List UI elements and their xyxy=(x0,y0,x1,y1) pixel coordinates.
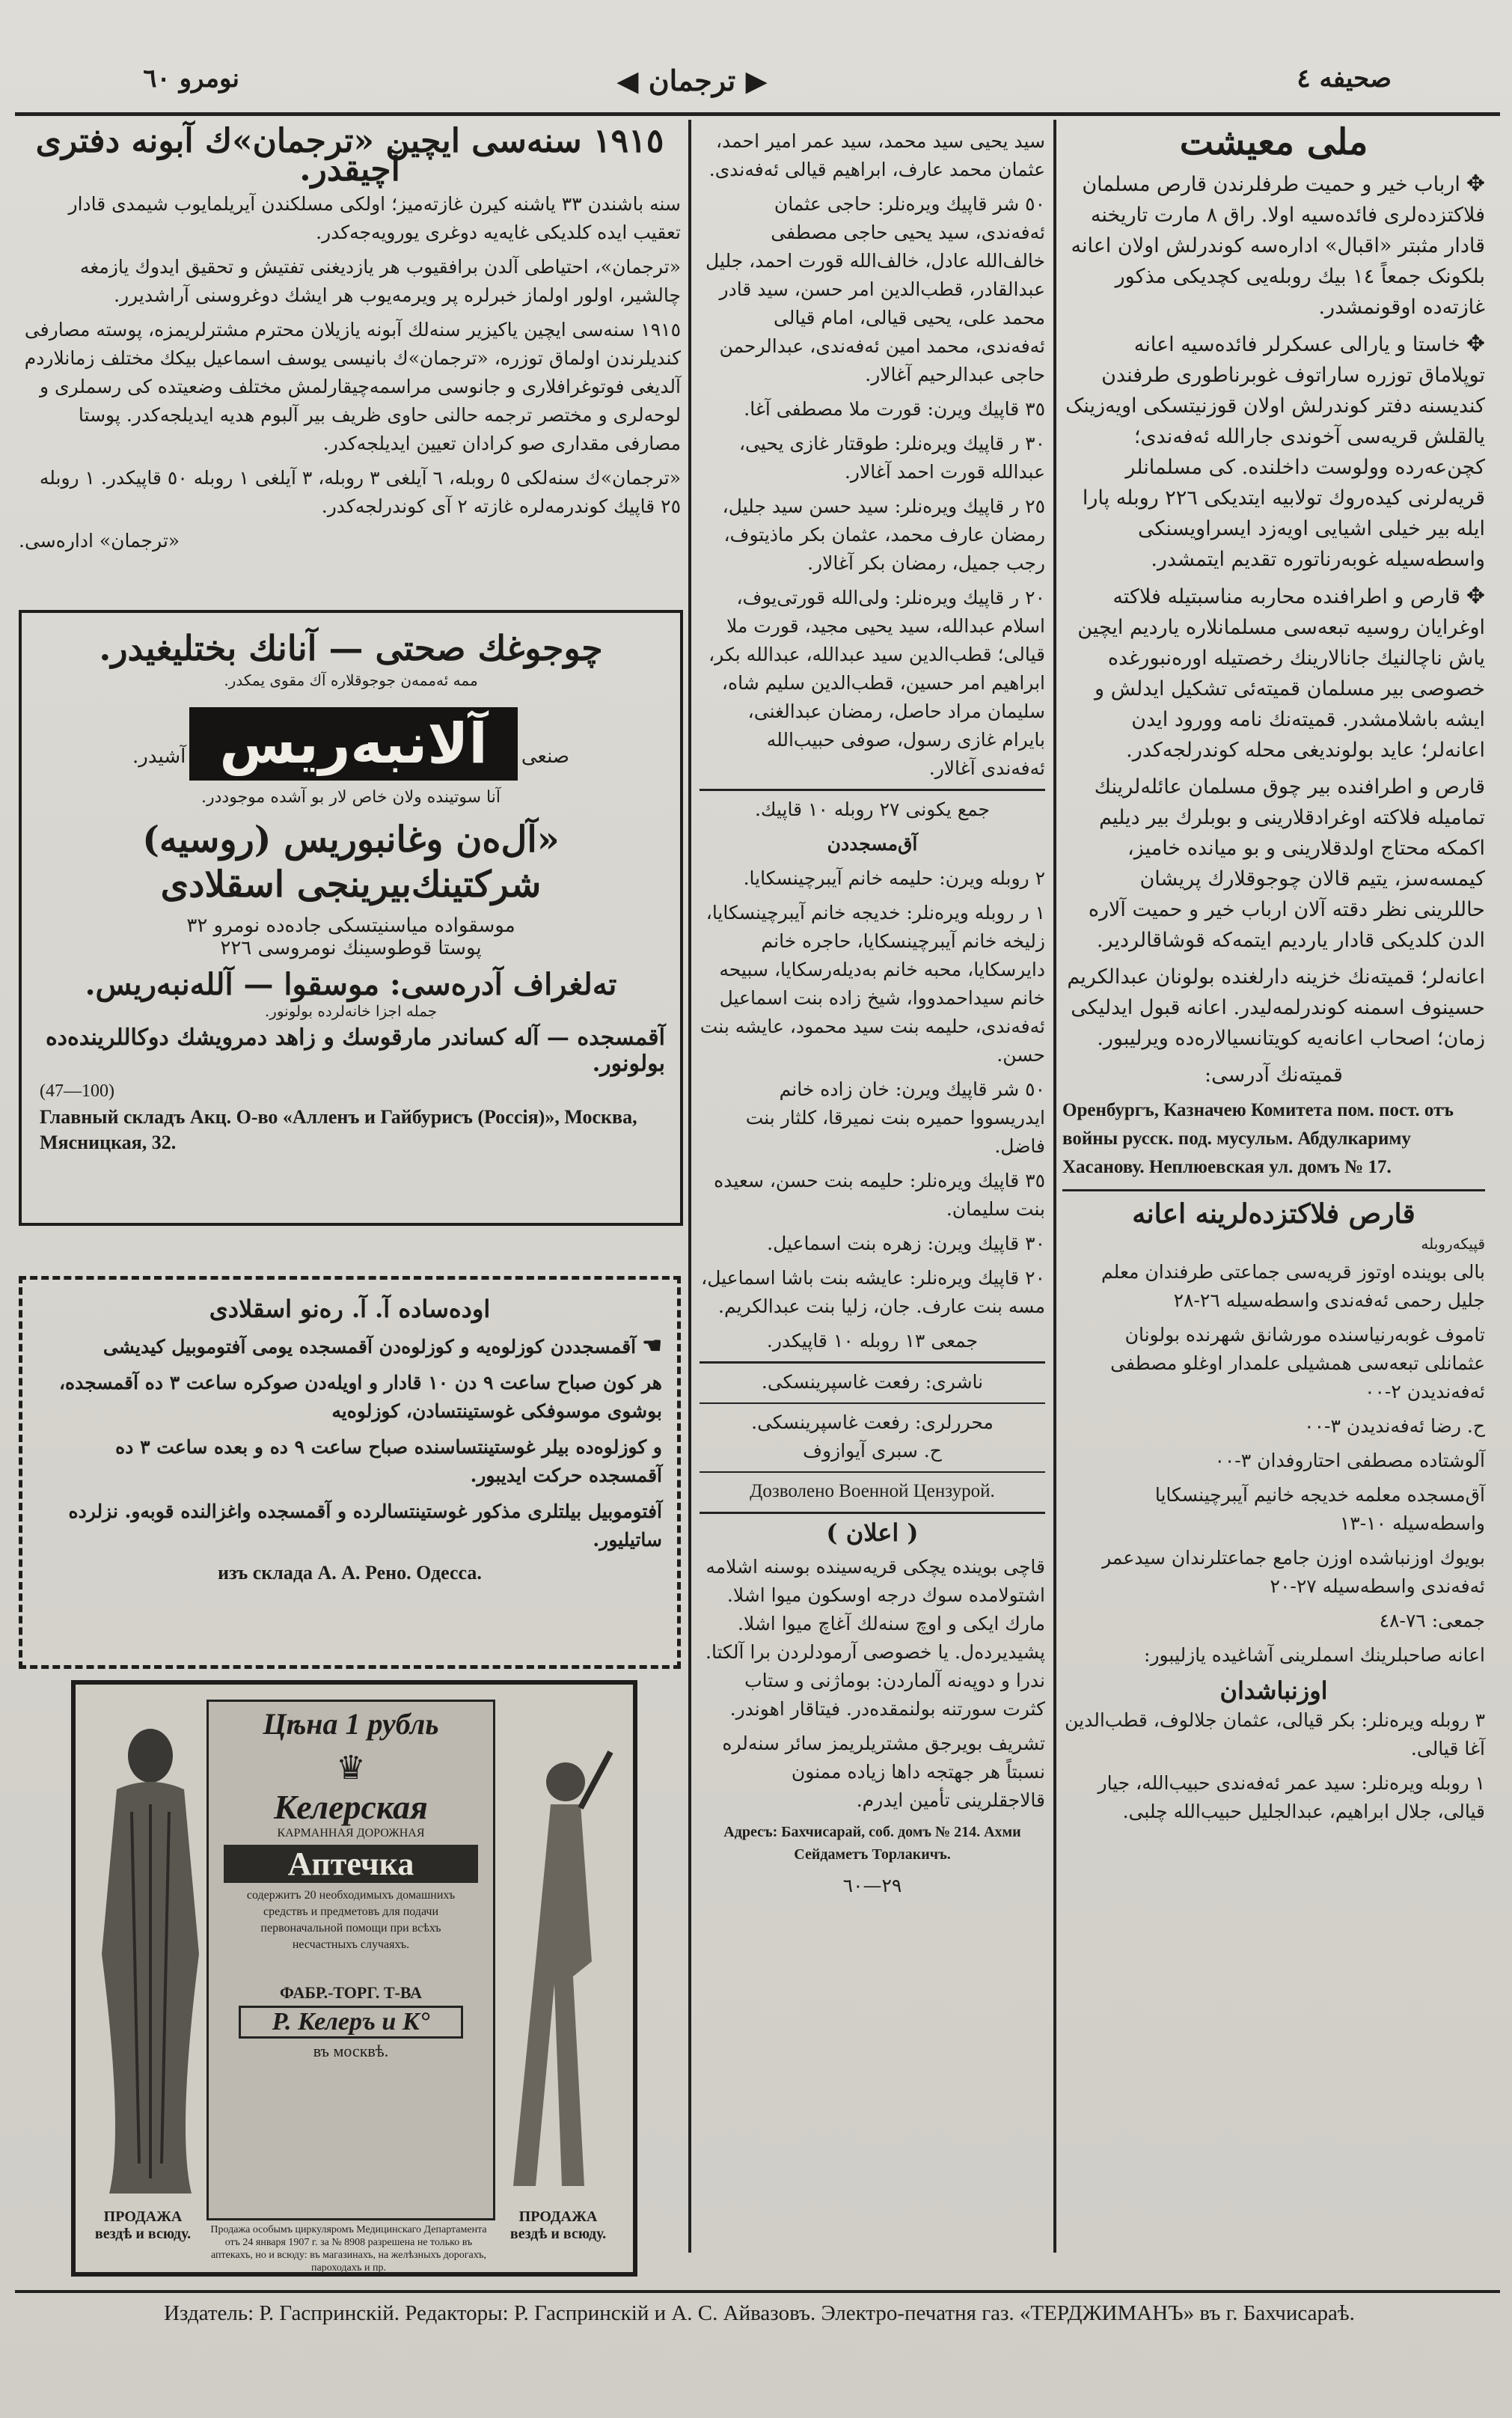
currency-header: قپیکه‌روبله xyxy=(1421,1235,1485,1253)
company-name: Р. Келеръ и К° xyxy=(239,2006,463,2039)
donation-row: آق‌مسجده معلمه خدیجه خانیم آیبرچینسکایا واسطه‌سیله ١٠-١٣ xyxy=(1154,1484,1485,1534)
paragraph: ٣٠ قاپیك ویرن: زهره بنت اسماعیل. xyxy=(767,1233,1045,1254)
ad-text xyxy=(37,1332,662,1361)
ad-brand-suffix: آشیدر. xyxy=(132,745,186,768)
paragraph: ٣٥ قاپیك ویرن: قورت ملا مصطفی آغا. xyxy=(744,398,1045,420)
masthead-title: ◀ ترجمان ▶ xyxy=(616,64,768,97)
donation-row: تاموف غوبه‌رنیاسنده مورشانق شهرنده بولونان عثمانلی تبعه‌سی همشیلی علمدار اوغلو مصطفی ئەفەندیدن ٢-٠٠ xyxy=(1110,1324,1485,1402)
ad-text: آفتوموبیل بیلتلری مذکور غوستینتسالرده و آقمسجده واغزالنده قوبەو. نزلرده ساتیلیور. xyxy=(68,1500,662,1551)
fleuron-icon: ✥ xyxy=(1466,171,1485,197)
ad-russian-address: Главный складъ Акц. О-во «Алленъ и Гайбурисъ (Россія)», Москва, Мясницкая, 32. xyxy=(40,1106,637,1153)
announcement-number: ٢٩—٦٠ xyxy=(842,1875,902,1896)
paragraph: «ترجمان»، احتیاطی آلدن برافقیوب هر یازدیغنی تفتیش و تحقیق ایدوك یازمغه چالشیر، اولور اولماز خبرلره پر ویرمه‌یوب هر ایشك دوغروسنی آراشدیرر. xyxy=(79,256,681,306)
ad-address: پوستا قوطوسینك نومروسی ٢٢٦ xyxy=(220,937,482,959)
paragraph: ٥٠ شر قاپیك ویره‌نلر: حاجی عثمان ئەفەندى، سید یحیی حاجی مصطفی خالف‌الله عادل، خالف‌الله قورت احمد، جلیل عبدالقادر، قطب‌الدین امر حسن، سید قادر محمد علی، یحیی قیالی، امام قیالی ئەفەندى، محمد امین ئەفەندى، عبدالرحمن حاجی عبدالرحیم آغالار. xyxy=(706,193,1045,385)
announcement-address: Адресъ: Бахчисарай, соб. домъ № 214. Ахми Сейдаметъ Торлакичъ. xyxy=(723,1824,1021,1863)
committee-address-label: قمیته‌نك آدرسی: xyxy=(1205,1063,1343,1087)
paragraph: ٢ روبله ویرن: حلیمه خانم آیبرچینسکایا. xyxy=(743,867,1045,889)
paragraph-text: قارص و اطرافنده محاربه مناسبتیله فلاکته اوغرایان روسیه تبعه‌سی مسلمانلاره یاردیم ایچین یاش ناچالنیك جانالارینك رخصتیله اوره‌نبورغده خصوصی بیر مسلمان قمیته‌ئی تشکیل ایدلش و ایشه باشلامشدر. قمیته‌نك نامه وورود ایدن اعانه‌لر؛ عاید بولوندیغی محله کوندرلجه‌کدر. xyxy=(1077,585,1485,762)
section-title-akmesjit: آق‌مسجددن xyxy=(827,833,918,855)
editors-label: محررلری: xyxy=(915,1411,994,1433)
header-rule xyxy=(15,112,1500,116)
publisher-name: رفعت غاسپرینسکی. xyxy=(761,1371,919,1393)
paragraph: ٥٠ شر قاپیك ویرن: خان زاده خانم ایدریسووا حمیره بنت نمیرقا، کلثار بنت فاضل. xyxy=(745,1078,1045,1157)
kit-label xyxy=(206,1700,495,2220)
donation-row: ح. رضا ئەفەندیدن ٣-٠٠ xyxy=(1304,1415,1485,1437)
donation-table xyxy=(1062,1258,1485,1601)
page-number-label: صحیفه ٤ xyxy=(1297,64,1392,94)
donation-total: جمعی: ٧٦-٤٨ xyxy=(1379,1610,1485,1631)
ad-number: (47—100) xyxy=(40,1081,114,1101)
ad-text: جمله اجزا خانه‌لرده بولونور. xyxy=(264,1002,438,1020)
mercury-figure-icon xyxy=(491,1737,618,2201)
ad-text: آقمسجده — آله کساندر مارقوسك و زاهد دمرویشك دوکاللرینده‌ده بولونور. xyxy=(45,1025,665,1077)
kit-title: Аптечка xyxy=(224,1845,478,1883)
ad-brand-prefix: صنعی xyxy=(521,745,569,768)
ad-subline: ممه ئه‌ممه‌ن جوجوقلاره آك مقوی یمکدر. xyxy=(224,671,478,689)
paragraph: ٣٥ قاپیك ویره‌نلر: حلیمه بنت حسن، سعیده بنت سلیمان. xyxy=(714,1170,1045,1220)
publisher-line xyxy=(700,1368,1045,1396)
column-rule-right xyxy=(1053,120,1056,2253)
pointing-hand-icon: ☚ xyxy=(642,1333,662,1359)
paragraph xyxy=(1062,168,1485,323)
ad-telegraph: تەلغراف آدرەسی: موسقوا — آللەنبەریس. xyxy=(85,967,617,1002)
ad-text-span: آقمسجددن کوزلوه‌یه و کوزلوه‌دن آقمسجده یومی آفتوموبیل کیدیشی xyxy=(102,1336,637,1358)
donation-row: بویوك اوزنباشده اوزن جامع جماعتلرندان سیدعمر ئەفەندى واسطه‌سیله ٢٧-٢٠ xyxy=(1102,1547,1485,1597)
divider xyxy=(1062,1189,1485,1191)
section-title-uzenbash: اوزنباشدان xyxy=(1219,1676,1328,1705)
editor-name: ح. سبری آیوازوف xyxy=(803,1440,942,1462)
subtotal: جمع یکونی ٢٧ روبله ١٠ قاپیك. xyxy=(754,799,991,820)
paragraph xyxy=(1062,581,1485,766)
sales-badge: ПРОДАЖА вездѣ и всюду. xyxy=(94,2208,192,2242)
ad-keller-first-aid-kit xyxy=(71,1680,637,2277)
ad-automobile xyxy=(19,1276,681,1669)
paragraph: سنه باشندن ٣٣ یاشنه کیرن غازته‌میز؛ اولکی مسلکندن آیریلمایوب شیمدی قادار تعقیب ایده کلدیکی غایه‌یه دوغری یورویه‌جه‌کدر. xyxy=(68,193,681,243)
sales-badge: ПРОДАЖА вездѣ и всюду. xyxy=(509,2208,607,2242)
paragraph: ٣٠ ر قاپیك ویره‌نلر: طوقتار غازی یحیی، عبدالله قورت احمد آغالار. xyxy=(738,433,1045,483)
paragraph: سید یحیی سید محمد، سید عمر امیر احمد، عثمان محمد عارف، ابراهیم قیالی ئەفەندى. xyxy=(708,130,1045,180)
ad-russian-source: изъ склада А. А. Рено. Одесса. xyxy=(218,1562,482,1584)
paragraph: ١ ر روبله ویره‌نلر: خدیجه خانم آیبرچینسکایا، زلیخه خانم آیبرچینسکایا، حاجره خانم دایرسکایا، محبه خانم بەدیلەرسکایا، سبیحه خانم سید‌احمدووا، شیخ زاده بنت اسماعیل ئەفەندى، حلیمه بنت سید محمود، عایشه بنت حسن. xyxy=(700,902,1045,1066)
section-title-national-life: ملی معیشت xyxy=(1179,121,1368,163)
paragraph: قارص و اطرافنده بیر چوق مسلمان عائله‌لرینك تمامیله فلاکته اوغرادقلارینی و بوبلرك بیر دیلیم اکمکه محتاج اولدقلارینی و بو میانده خامیز، کیمسه‌سز، یتیم قالان چوجوقلارك پریشان حاللرینی نظر دقته آلان ارباب خیر و حمیت آلاره الدن کلدیکی قادار یاردیم ایتمه‌که قوشاقالردیر. xyxy=(1088,775,1485,952)
paragraph: ٢٥ ر قاپیك ویره‌نلر: سید حسن سید جلیل، رمضان عارف محمد، عثمان بکر ماذیتوف، رجب جمیل، رمضان بکر آغالار. xyxy=(722,495,1045,574)
divider xyxy=(700,789,1045,791)
publisher-label: ناشری: xyxy=(925,1371,984,1393)
announcement-title: ( اعلان ) xyxy=(826,1518,919,1547)
donation-row: آلوشتاده مصطفی احتاروفدان ٣-٠٠ xyxy=(1214,1450,1485,1471)
paragraph: ٣ روبله ویره‌نلر: بکر قیالی، عثمان جلالوف، قطب‌الدین آغا قیالی. xyxy=(1065,1709,1485,1759)
announcement-text: قاچی بوینده یچکی قریه‌سینده بوسنه اشلامه اشتولامده سوك درجه اوسکون میوا اشلا. مارك ایکی و اوچ سنه‌لك آغاچ میوا اشلا. پشیدیرده‌ل. یا خصوصی آرمودلردن برا آلکتا. ندرا و دوپه‌نه آلماردن: بوماژنی و ستاب کثرت سورتنه بولنمقده‌در. فیتاقار اهوندر. xyxy=(706,1556,1045,1720)
imprint-footer: Издатель: Р. Гаспринскій. Редакторы: Р. Гаспринскій и А. С. Айвазовъ. Электро-печатня газ. «ТЕРДЖИМАНЪ» въ г. Бахчисараѣ. xyxy=(164,2301,1355,2325)
footer-rule xyxy=(15,2290,1500,2293)
divider xyxy=(700,1471,1045,1473)
divider xyxy=(700,1402,1045,1404)
ad-text: آنا سوتینده‌ ولان خاص لار بو آشده موجوددر. xyxy=(201,788,501,807)
issue-number-label: نومرو ٦٠ xyxy=(143,64,239,94)
ad-company: «آل‌ه‌ن وغانبوریس (روسیه) شرکتینك‌بیرینجی اسقلادی xyxy=(142,819,560,906)
right-column xyxy=(1062,121,1485,1832)
factory-label: ФАБР.-ТОРГ. Т-ВА xyxy=(279,1983,423,2002)
city: въ москвѣ. xyxy=(313,2042,389,2060)
committee-address-russian: Оренбургъ, Казначею Комитета пом. пост. отъ войны русск. под. мусульм. Абдулкариму Хасанову. Неплюевская ул. домъ № 17. xyxy=(1062,1100,1454,1177)
fleuron-icon: ✥ xyxy=(1466,331,1485,357)
ad-allenburys xyxy=(19,610,683,1226)
paragraph: ٢٠ قاپیك ویره‌نلر: عایشه بنت باشا اسماعیل، مسه بنت عارف. جان، زلیا بنت عبدالکریم. xyxy=(701,1267,1045,1317)
paragraph: ٢٠ ر قاپیك ویره‌نلر: ولی‌الله قورتی‌یوف، اسلام عبدالله، سید یحیی مجید، قورت ملا قیالی؛ قطب‌الدین سید عبدالله، عبدالله بکر، ابراهیم امر حسین، قطب‌الدین سلیم شاه، سلیمان مراد حاصل، رمضان عبدالغنی، بایرام غازی رسول، صوفی حبیب‌الله ئەفەندى آغالار. xyxy=(708,587,1045,779)
ad-text: و کوزلوه‌ده بیلر غوستینتساسندە صباح ساعت ٩ ده و بعده ساعت ٣ ده آقمسجده حرکت ایدیبور. xyxy=(115,1436,662,1486)
middle-column xyxy=(700,127,1045,1906)
brand-logo: آلانبه‌ریس xyxy=(189,707,517,781)
ad-headline: چوجوغك صحتی — آنانك بختلیغیدر. xyxy=(99,628,603,668)
divider xyxy=(700,1512,1045,1514)
price-paragraph: «ترجمان»ك سنه‌لکی ٥ روبله، ٦ آیلغی ٣ روبله، ٣ آیلغی ١ روبله ٥٠ قاپیکدر. ١ روبله ٢٥ قاپیك کوندرمه‌لره غازته ٢ آی کوندرلجه‌کدر. xyxy=(39,467,681,517)
paragraph: اعانه‌لر؛ قمیته‌نك خزینه دارلغنده بولونان عبدالکریم حسینوف اسمنه کوندرلمه‌لیدر. اعانه قبول ایدلیکی زمان؛ اصحاب اعانه‌یه کویتانسیالاره‌ده ویرلیبور. xyxy=(1067,965,1485,1050)
paragraph: ١٩١٥ سنه‌سی ایچین یاکیزیر سنه‌لك آبونه یازیلان محترم مشترلریمزه، پوسته مصارفی کندیلرندن اولماق توزره، «ترجمان»ك بانیسی یوسف اسماعیل بیکك مختلف زمانلاردم آلدیغی فوتوغرافلاری و جانوسی مراسمه‌چیقارلمش مختلف وضعیتده کی رسملری و لوحه‌لری و مختصر ترجمه حالنی حاوی ظریف بیر آلبوم هدیه ایدیلجه‌کدر. پوستا مصارفی مقداری صو کرادان تعیین ایدیلجه‌کدر. xyxy=(24,319,681,454)
kit-type: КАРМАННАЯ ДОРОЖНАЯ xyxy=(277,1827,425,1840)
paragraph-text: خاستا و یارالی عسکرلر فائده‌سیه اعانه توپلاماق توزره ساراتوف غوبرناطوری طرفندن کندیسنه دفتر کوندرلش اولان قوزنیتسکی اویه‌زینک یالقلش قریه‌سی آخوندی جارالله ئەفەندى؛ کچن‌عه‌رده وولوست داخلنده. کی مسلمانلر قریه‌لرنی کیده‌روك تولابیه ایتدیکی ۲۲٦ روبله پارا ایله بیر خیلی اشیایی اویه‌زد ایسراویسنکی واسطه‌سیله غوبه‌رناتوره تقدیم ایتمشدر. xyxy=(1065,333,1485,571)
subscription-headline: ١٩١٥ سنه‌سی ایچین «ترجمان»ك آبونه دفتری آچیقدر. xyxy=(35,122,664,189)
paragraph xyxy=(1062,329,1485,575)
censor-note: Дозволено Военной Цензурой. xyxy=(750,1481,995,1501)
masthead-text: ترجمان xyxy=(648,64,736,97)
left-column xyxy=(19,122,681,561)
editor-name: رفعت غاسپرینسکی. xyxy=(751,1411,910,1433)
editors-block xyxy=(700,1408,1045,1465)
ad-title: اوده‌ساده آ. آ. رەنو اسقلادی xyxy=(209,1295,491,1323)
paragraph: اعانه صاحبلرینك اسملرینی آشاغیده یازلیبور: xyxy=(1144,1644,1485,1666)
signature: «ترجمان» اداره‌سی. xyxy=(19,530,180,552)
column-rule-left xyxy=(688,120,691,2253)
price-label: Цѣна 1 рубль xyxy=(263,1707,439,1741)
ad-text: هر کون صباح ساعت ٩ دن ١٠ قادار و اویلەدن صوکره ساعت ٣ ده آقمسجده، بوشوی موسوفکی غوستینتسادن، کوزلوه‌یه xyxy=(58,1372,662,1422)
fleuron-icon: ✥ xyxy=(1466,583,1485,609)
ad-address: موسقوا‌ده میاسنیتسکی جاده‌ده نومرو ٣٢ xyxy=(186,915,515,937)
paragraph: ١ روبله ویره‌نلر: سید عمر ئەفەندى حبیب‌الله، جیار قیالی، جلال ابراهیم، عبدالجلیل حبیب‌الله چلبی. xyxy=(1098,1772,1485,1822)
total: جمعی ١٣ روبله ١٠ قاپیکدر. xyxy=(766,1330,979,1352)
donation-row: بالی بوینده اوتوز قریه‌سی جماعتی طرفندان معلم جلیل رحمی ئەفەندى واسطه‌سیله ٢٦-٢٨ xyxy=(1101,1261,1485,1311)
eagle-emblem-icon: ♛ xyxy=(336,1749,366,1787)
classical-figure-icon xyxy=(87,1715,214,2201)
section-title-kars-aid: قارص فلاکتزده‌لرینه اعانه xyxy=(1132,1198,1415,1230)
brand-name: Келерская xyxy=(274,1788,428,1826)
kit-description: содержитъ 20 необходимыхъ домашнихъ средствъ и предметовъ для подачи первоначальной помощи при всѣхъ несчастныхъ случаяхъ. xyxy=(246,1889,456,1951)
sales-note: Продажа особымъ циркуляромъ Медицинскаго Департамента отъ 24 января 1907 г. за № 8908 разрешена не только въ аптекахъ, но и всюду: въ магазинахъ, на желѣзныхъ дорогахъ, пароходахъ и пр. xyxy=(210,2224,487,2274)
paragraph-text: ارباب خیر و حمیت طرفلرندن قارص مسلمان فلاکتزده‌لری فائده‌سیه اولا. راق ۸ مارت تاریخنه قادار مثبتر «اقبال» اداره‌سه کوندرلش اولان اعانه بلکونک جمعاً ۱٤ بیك روبله‌یی کچدیکی مذکور غازته‌ده اوقونمشدر. xyxy=(1071,173,1485,319)
ad-brand-row xyxy=(22,707,680,781)
divider xyxy=(700,1361,1045,1364)
announcement-text: تشریف بویرجق مشتریلریمز سائر سنه‌لره نسبتاً هر جهتجه داها زیاده ممنون قالاجقلرینی تأمین ایدرم. xyxy=(722,1732,1045,1811)
